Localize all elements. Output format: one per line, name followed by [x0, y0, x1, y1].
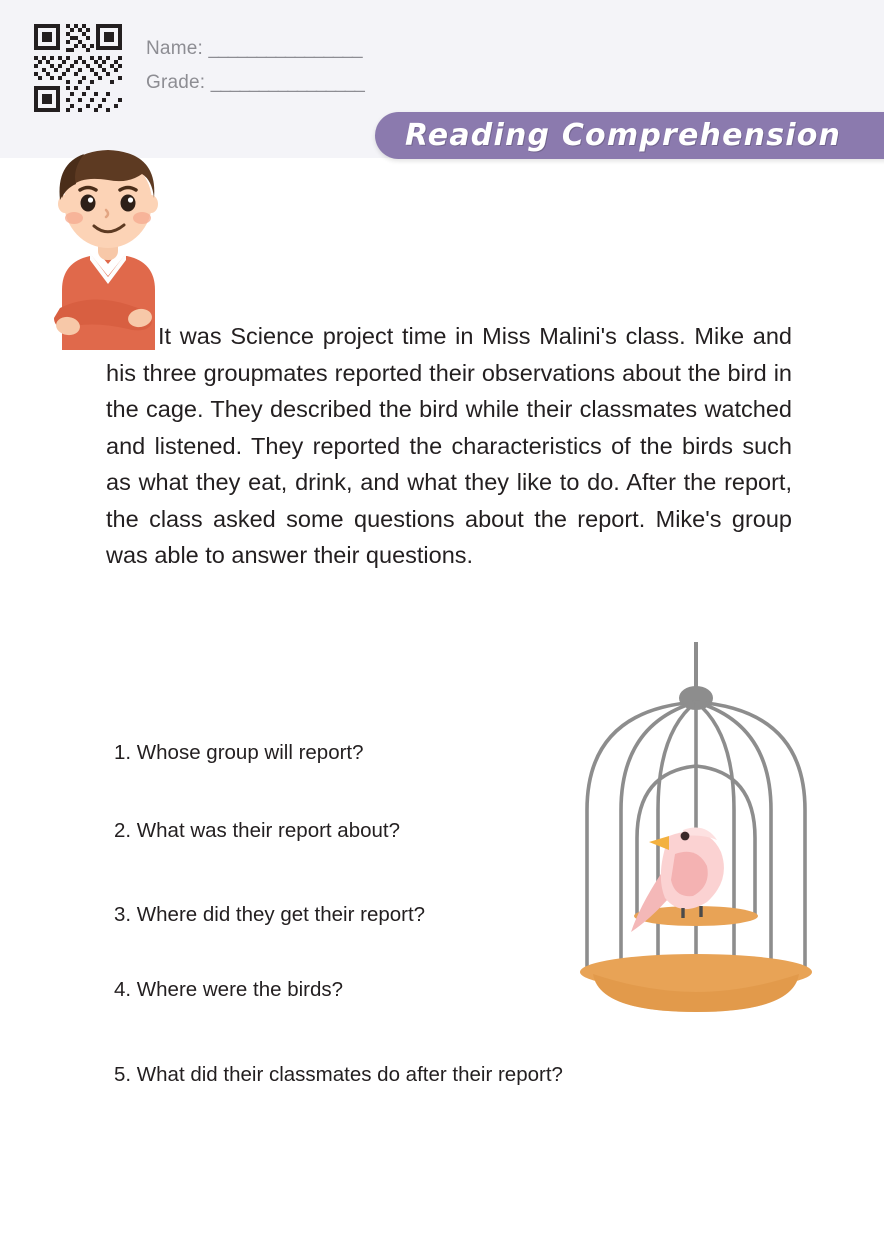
page-title: Reading Comprehension	[405, 118, 842, 153]
worksheet-title-banner	[375, 112, 884, 159]
name-blank: ________________	[208, 38, 362, 59]
list-item: 5. What did their classmates do after their report?	[114, 1063, 563, 1086]
grade-field[interactable]	[146, 72, 364, 94]
passage-text	[106, 318, 792, 574]
list-item: 3. Where did they get their report?	[114, 903, 426, 926]
name-label: Name:	[146, 38, 203, 59]
name-field[interactable]	[146, 38, 362, 60]
qr-code-icon	[32, 22, 124, 114]
list-item: 4. Where were the birds?	[114, 978, 344, 1001]
bird-in-cage-illustration	[565, 640, 835, 1030]
list-item: 1. Whose group will report?	[114, 741, 364, 764]
passage-body: It was Science project time in Miss Malini's class. Mike and his three groupmates reported their observations about the bird in the cage. They described the bird while their classmates watched and listened. They reported the characteristics of the birds such as what they eat, drink, and what they like to do. After the report, the class asked some questions about the report. Mike's group was able to answer their questions.	[106, 323, 792, 568]
grade-blank: ________________	[210, 72, 364, 93]
grade-label: Grade:	[146, 72, 206, 93]
list-item: 2. What was their report about?	[114, 819, 401, 842]
